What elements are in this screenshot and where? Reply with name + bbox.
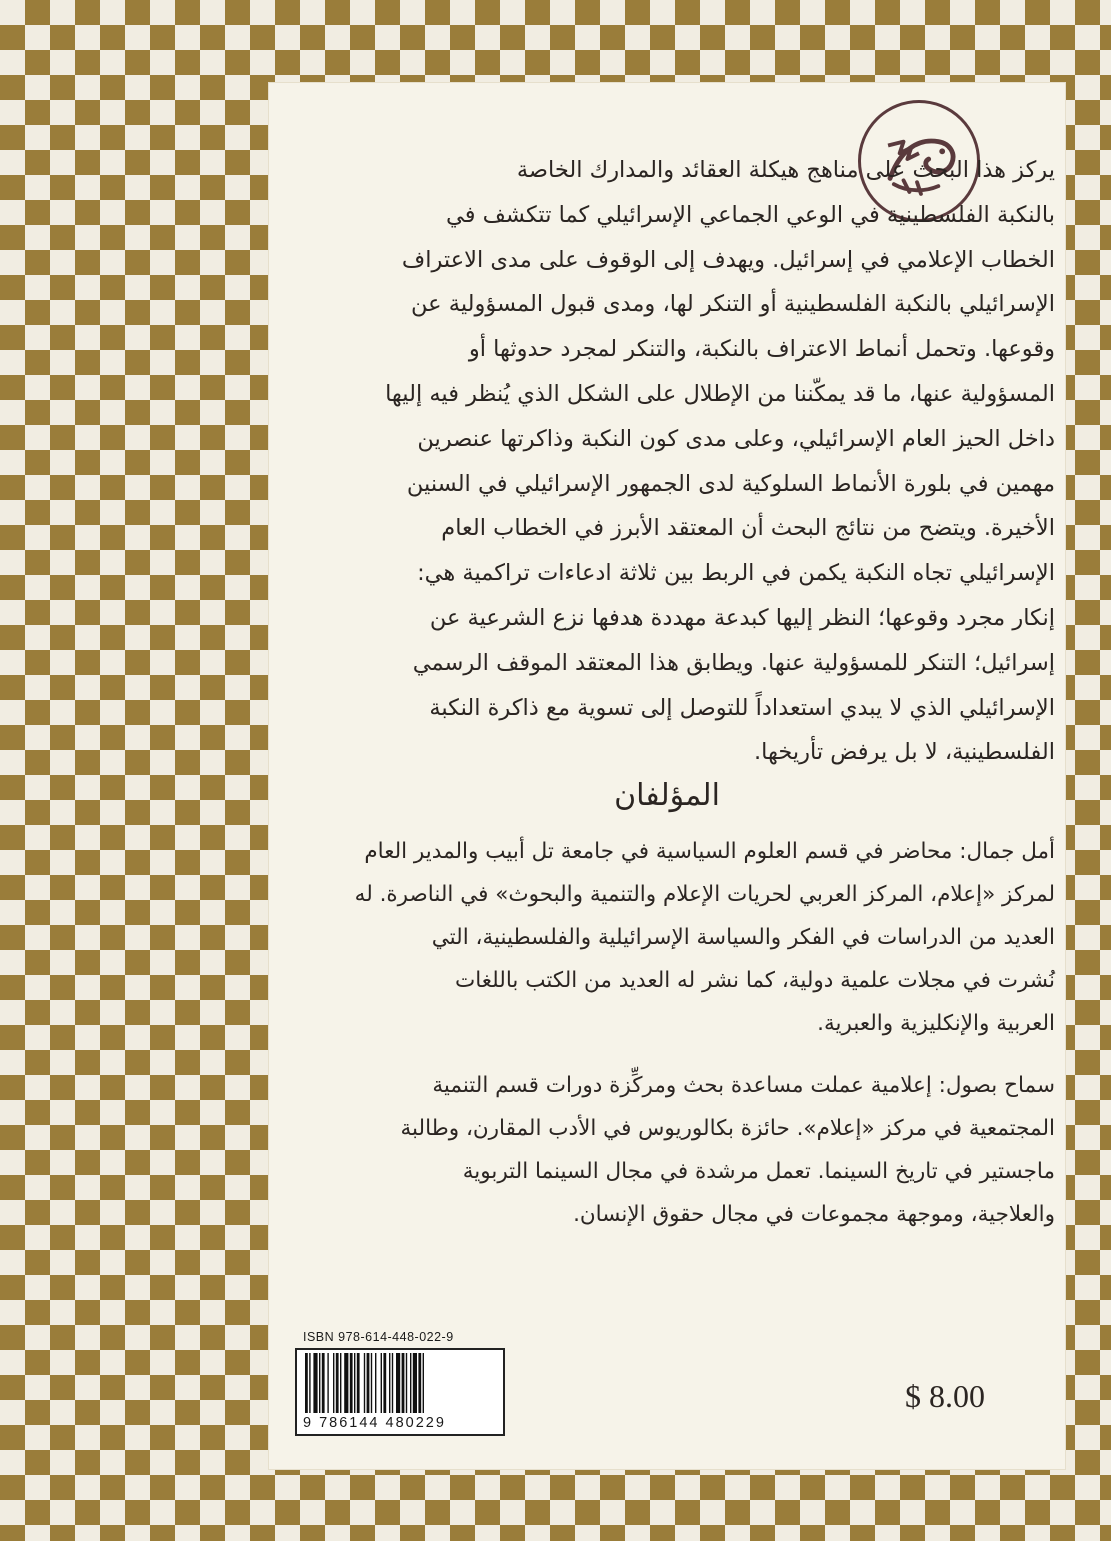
bio-line: المجتمعية في مركز «إعلام». حائزة بكالوريوس في الأدب المقارن، وطالبة	[400, 1116, 1055, 1141]
authors-heading: المؤلفان	[614, 778, 720, 813]
blurb-line: الأخيرة. ويتضح من نتائج البحث أن المعتقد الأبرز في الخطاب العام	[441, 515, 1055, 542]
bio-line: سماح بصول: إعلامية عملت مساعدة بحث ومركِّزة دورات قسم التنمية	[432, 1073, 1055, 1098]
blurb-line: الإسرائيلي الذي لا يبدي استعداداً للتوصل إلى تسوية مع ذاكرة النكبة	[429, 694, 1055, 721]
blurb-line: يركز هذا البحث على مناهج هيكلة العقائد والمدارك الخاصة	[516, 157, 1055, 183]
author-bio-samah-bsoul	[265, 1064, 1055, 1236]
price-label: $ 8.00	[905, 1378, 985, 1414]
bio-line: العديد من الدراسات في الفكر والسياسة الإسرائيلية والفلسطينية، التي	[431, 925, 1055, 950]
blurb-line: مهمين في بلورة الأنماط السلوكية لدى الجمهور الإسرائيلي في السنين	[406, 470, 1055, 497]
barcode-box	[295, 1348, 505, 1436]
blurb-line: إسرائيل؛ التنكر للمسؤولية عنها. ويطابق هذا المعتقد الموقف الرسمي	[412, 649, 1055, 676]
bio-line: والعلاجية، وموجهة مجموعات في مجال حقوق الإنسان.	[573, 1202, 1055, 1227]
author-bio-amal-jamal	[265, 830, 1055, 1045]
bio-line: لمركز «إعلام، المركز العربي لحريات الإعلام والتنمية والبحوث» في الناصرة. له	[354, 882, 1055, 907]
bio-line: العربية والإنكليزية والعبرية.	[817, 1011, 1055, 1036]
bio-line: ماجستير في تاريخ السينما. تعمل مرشدة في مجال السينما التربوية	[462, 1159, 1055, 1184]
blurb-line: الفلسطينية، لا بل يرفض تأريخها.	[753, 739, 1055, 766]
isbn-barcode	[295, 1330, 505, 1450]
blurb-line: داخل الحيز العام الإسرائيلي، وعلى مدى كون النكبة وذاكرتها عنصرين	[417, 425, 1055, 452]
isbn-label: ISBN 978-614-448-022-9	[303, 1330, 454, 1344]
bio-line: نُشرت في مجلات علمية دولية، كما نشر له العديد من الكتب باللغات	[455, 968, 1055, 993]
blurb-line: المسؤولية عنها، ما قد يمكّننا من الإطلال على الشكل الذي يُنظر فيه إليها	[385, 380, 1055, 407]
blurb-line: الخطاب الإعلامي في إسرائيل. ويهدف إلى الوقوف على مدى الاعتراف	[401, 246, 1055, 273]
blurb-line: وقوعها. وتحمل أنماط الاعتراف بالنكبة، والتنكر لمجرد حدوثها أو	[468, 336, 1055, 363]
blurb-line: الإسرائيلي بالنكبة الفلسطينية أو التنكر لها، ومدى قبول المسؤولية عن	[411, 291, 1055, 318]
barcode-bars	[303, 1353, 493, 1413]
bio-line: أمل جمال: محاضر في قسم العلوم السياسية في جامعة تل أبيب والمدير العام	[364, 839, 1055, 864]
back-cover-blurb	[265, 148, 1055, 775]
blurb-line: بالنكبة الفلسطينية في الوعي الجماعي الإسرائيلي كما تتكشف في	[445, 201, 1055, 228]
blurb-line: الإسرائيلي تجاه النكبة يكمن في الربط بين ثلاثة ادعاءات تراكمية هي:	[417, 560, 1055, 587]
barcode-digits: 9 786144 480229	[303, 1415, 446, 1431]
blurb-line: إنكار مجرد وقوعها؛ النظر إليها كبدعة مهددة هدفها نزع الشرعية عن	[429, 604, 1055, 631]
